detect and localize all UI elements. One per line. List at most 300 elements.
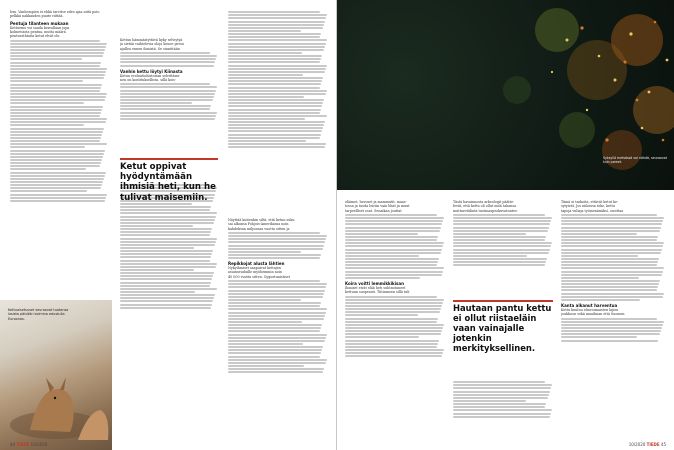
- text-line: [120, 234, 210, 236]
- text-line: [561, 289, 657, 291]
- text-line: [561, 233, 637, 235]
- text-line: [345, 299, 444, 301]
- text-line: [345, 249, 442, 251]
- text-line: [228, 257, 320, 259]
- text-line: [561, 336, 637, 338]
- text-line: [10, 190, 87, 192]
- text-line: [10, 162, 101, 164]
- text-line: [561, 242, 664, 244]
- body-text-block: [453, 214, 553, 266]
- pullquote: Hautaan pantu kettu ei ollut riistaeläin vaan vainajalle jotenkin merkityksellinen.: [453, 303, 552, 353]
- text-line: [345, 346, 437, 348]
- text-line: [453, 403, 546, 405]
- text-line: [228, 17, 326, 19]
- subheading: Kanta alkanut harventua: [561, 302, 618, 308]
- text-line: [228, 241, 325, 243]
- text-line: [10, 43, 107, 45]
- text-line: [561, 239, 657, 241]
- text-line: [228, 71, 325, 73]
- text-line: [228, 346, 323, 348]
- magazine-brand: TIEDE: [646, 442, 660, 447]
- right-page: [337, 0, 674, 450]
- text-line: [10, 143, 107, 145]
- text-line: [453, 230, 548, 232]
- text-line: [120, 297, 214, 299]
- text-line: [345, 236, 438, 238]
- text-line: [561, 236, 658, 238]
- text-line: [10, 87, 101, 89]
- text-line: [10, 134, 102, 136]
- text-line: [453, 239, 545, 241]
- text-line: [228, 68, 326, 70]
- text-line: [345, 239, 437, 241]
- text-line: [453, 416, 550, 418]
- text-line: [10, 200, 105, 202]
- body-line: kettuun suopeasti. Tiitinmeen sillä tuli: [345, 290, 410, 295]
- text-line: [228, 356, 320, 358]
- text-line: [120, 304, 212, 306]
- text-line: [120, 291, 195, 293]
- right-column-2: [453, 200, 553, 290]
- text-line: [228, 232, 320, 234]
- text-line: [10, 175, 105, 177]
- text-line: [345, 327, 443, 329]
- text-line: [453, 245, 551, 247]
- text-line: [120, 263, 217, 265]
- body-line: Ihmiset eivät elää heti suhtautuneet: [345, 285, 406, 290]
- text-line: [345, 349, 444, 351]
- text-line: [120, 244, 215, 246]
- text-line: [453, 384, 552, 386]
- text-line: [10, 178, 104, 180]
- text-line: [10, 40, 100, 42]
- text-line: [345, 274, 442, 276]
- pullquote: Ketut oppivat hyödyntämään ihmisiä heti, kun he tulivat maisemiin.: [120, 162, 216, 203]
- text-line: [120, 52, 210, 54]
- text-line: [10, 181, 103, 183]
- text-line: [120, 278, 212, 280]
- text-line: [453, 227, 549, 229]
- text-line: [453, 409, 552, 411]
- text-line: [453, 249, 550, 251]
- text-line: [228, 368, 324, 370]
- text-line: [345, 352, 443, 354]
- text-line: [228, 11, 320, 13]
- text-line: [120, 105, 211, 107]
- text-line: [228, 343, 303, 345]
- text-line: [561, 286, 658, 288]
- text-line: [120, 238, 217, 240]
- right-column-1: [345, 200, 445, 440]
- text-line: [120, 58, 216, 60]
- text-line: [120, 209, 210, 211]
- body-line: tapoja vuliaja työmenämiksi, osoittaa: [561, 208, 624, 213]
- text-line: [561, 274, 662, 276]
- text-line: [453, 387, 551, 389]
- body-line: Näyttää kuitenkin siltä, että ketun suku: [228, 218, 295, 222]
- text-line: [228, 296, 323, 298]
- text-line: [561, 280, 660, 282]
- body-text-block: [228, 11, 328, 148]
- text-line: [453, 261, 546, 263]
- text-line: [10, 187, 101, 189]
- text-line: [345, 261, 438, 263]
- text-line: [228, 299, 301, 301]
- body-text-block: [453, 381, 553, 418]
- text-line: [120, 269, 194, 271]
- text-line: [345, 245, 443, 247]
- text-line: [345, 296, 437, 298]
- text-line: [453, 223, 550, 225]
- text-line: [10, 150, 105, 152]
- text-line: [120, 222, 214, 224]
- text-line: [228, 293, 324, 295]
- text-line: [120, 99, 213, 101]
- text-line: [228, 254, 321, 256]
- text-line: [120, 93, 215, 95]
- text-line: [228, 140, 306, 142]
- text-line: [228, 52, 302, 54]
- text-line: [453, 397, 548, 399]
- text-line: [120, 206, 211, 208]
- text-line: [561, 330, 661, 332]
- body-line: Ketun evoluutiohistorian selvittämi-: [120, 73, 180, 78]
- left-footer: [10, 442, 47, 447]
- text-line: [10, 197, 106, 199]
- subheading: Koira voitti lemmikkikisan: [345, 280, 404, 286]
- text-line: [10, 62, 101, 64]
- body-line: kahdeksan miljoonaa vuotta sitten ja: [228, 226, 290, 231]
- text-line: [228, 46, 325, 48]
- text-line: [120, 288, 217, 290]
- text-line: [10, 109, 102, 111]
- text-line: [228, 308, 327, 310]
- text-line: [345, 321, 437, 323]
- text-line: [561, 230, 660, 232]
- text-line: [10, 115, 100, 117]
- photo-caption: Kettuaisetsuset seuraavat tuotensa lasista päivään kolmina edustulla Euroonas.: [8, 308, 69, 321]
- text-line: [120, 260, 210, 262]
- body-line: 40 000 vuotta sitten. Opportunistiset: [228, 274, 290, 279]
- text-line: [120, 83, 210, 85]
- text-line: [345, 227, 441, 229]
- text-line: [228, 115, 327, 117]
- text-line: [561, 277, 639, 279]
- text-line: [120, 118, 215, 120]
- text-line: [561, 255, 638, 257]
- magazine-brand: TIEDE: [16, 442, 30, 447]
- text-line: [228, 235, 327, 237]
- text-line: [561, 227, 661, 229]
- text-line: [228, 36, 320, 38]
- text-line: [120, 256, 211, 258]
- text-line: [345, 242, 444, 244]
- body-line: Nykyihmiset saapuivat kettujen: [228, 266, 281, 271]
- text-line: [228, 318, 324, 320]
- text-line: [228, 74, 303, 76]
- text-line: [561, 258, 659, 260]
- text-line: [345, 308, 441, 310]
- text-line: [561, 299, 640, 301]
- text-line: [345, 277, 420, 279]
- body-line: tarpeelliset osat. Senaikan jouttat: [345, 208, 402, 213]
- issue-number: 10/2020: [628, 442, 646, 447]
- text-line: [228, 87, 320, 89]
- body-line: eläimet, hevoset ja mammutit, maas-: [345, 200, 407, 204]
- text-line: [10, 52, 104, 54]
- text-line: [10, 184, 102, 186]
- text-line: [228, 330, 320, 332]
- text-line: [345, 340, 439, 342]
- text-line: [228, 30, 301, 32]
- text-line: [10, 156, 103, 158]
- text-line: [10, 46, 106, 48]
- text-line: [228, 90, 327, 92]
- text-line: [120, 272, 214, 274]
- text-line: [120, 90, 216, 92]
- text-line: [10, 112, 101, 114]
- text-line: [228, 14, 327, 16]
- text-line: [120, 285, 210, 287]
- text-line: [561, 340, 658, 342]
- body-line: Kettun hämmästyttävä kyky selviytyä: [120, 38, 183, 42]
- text-line: [120, 96, 214, 98]
- text-line: [228, 130, 322, 132]
- text-line: [228, 302, 321, 304]
- right-column-2-bottom: [453, 380, 553, 440]
- text-line: [228, 112, 320, 114]
- text-line: [561, 318, 657, 320]
- text-line: [120, 231, 211, 233]
- text-line: [10, 68, 107, 70]
- text-line: [228, 33, 321, 35]
- left-column-3: [228, 218, 328, 438]
- text-line: [120, 250, 213, 252]
- body-line: Tästä havainnosta arkeologit päätte-: [453, 200, 515, 204]
- text-line: [228, 143, 326, 145]
- text-line: [345, 233, 418, 235]
- text-line: [453, 391, 550, 393]
- text-line: [228, 83, 321, 85]
- body-line: nen on kontituksellista, sillä kois-: [120, 77, 176, 82]
- text-line: [10, 55, 103, 57]
- text-line: [10, 77, 104, 79]
- body-text-block: [228, 280, 328, 373]
- text-line: [120, 86, 217, 88]
- text-line: [10, 90, 100, 92]
- text-line: [345, 264, 437, 266]
- body-line: Tämä ei tarkoita, ettävät ketut ke-: [561, 200, 619, 204]
- body-text-block: [120, 83, 218, 120]
- text-line: [345, 258, 439, 260]
- left-column-2: [120, 38, 218, 438]
- text-line: [561, 271, 663, 273]
- text-line: [561, 267, 664, 269]
- text-line: [345, 220, 443, 222]
- text-line: [228, 146, 325, 148]
- text-line: [561, 333, 660, 335]
- text-line: [228, 80, 322, 82]
- text-line: [120, 294, 215, 296]
- text-line: [228, 39, 327, 41]
- body-text-block: [228, 232, 328, 259]
- text-line: [453, 413, 551, 415]
- text-line: [10, 131, 103, 133]
- text-line: [10, 71, 106, 73]
- body-text-block: [345, 296, 445, 358]
- text-line: [120, 61, 215, 63]
- page-number: 44: [10, 442, 16, 447]
- text-line: [345, 311, 440, 313]
- subheading: Vanhin kettu löytyi Kiinasta: [120, 68, 183, 74]
- fox-illustration: [0, 300, 112, 450]
- right-footer: [629, 442, 666, 447]
- text-line: [228, 137, 320, 139]
- body-line: pentuesthtaita ketut elvät ole.: [10, 34, 61, 39]
- text-line: [561, 249, 662, 251]
- text-line: [228, 105, 322, 107]
- body-line: kolmetoista pentua, mutta määrä: [10, 29, 66, 34]
- text-line: [120, 65, 214, 67]
- text-line: [561, 296, 663, 298]
- body-line: joukkoon sekä maailman että Suomen: [561, 312, 625, 317]
- text-line: [10, 165, 100, 167]
- body-line: Kettu kuuluu elinvoimaisten lajien: [561, 307, 619, 312]
- text-line: [561, 252, 661, 254]
- text-line: [561, 283, 659, 285]
- text-line: [228, 99, 324, 101]
- text-line: [345, 223, 442, 225]
- forest-photo: [337, 0, 674, 190]
- text-line: [228, 315, 325, 317]
- text-line: [120, 275, 213, 277]
- body-text-block: [345, 214, 445, 279]
- text-line: [345, 230, 440, 232]
- text-line: [10, 146, 85, 148]
- text-line: [228, 283, 327, 285]
- text-line: [10, 65, 100, 67]
- text-line: [345, 217, 444, 219]
- text-line: [10, 168, 86, 170]
- pullquote-rule: [453, 300, 553, 302]
- text-line: [120, 203, 192, 205]
- subheading: Pentuja tilanteen mukaan: [10, 20, 69, 26]
- text-line: [228, 24, 324, 26]
- text-line: [228, 27, 323, 29]
- text-line: [228, 248, 323, 250]
- text-line: [453, 264, 545, 266]
- text-line: [228, 118, 305, 120]
- text-line: [120, 219, 215, 221]
- text-line: [228, 334, 327, 336]
- text-line: [120, 228, 212, 230]
- text-line: [120, 55, 217, 57]
- text-line: [10, 121, 106, 123]
- text-line: [228, 21, 325, 23]
- text-line: [10, 128, 104, 130]
- text-line: [228, 312, 326, 314]
- text-line: [453, 252, 549, 254]
- left-column-3-top: [228, 10, 328, 210]
- text-line: [561, 324, 663, 326]
- text-line: [228, 238, 326, 240]
- text-line: [10, 124, 84, 126]
- text-line: [561, 214, 657, 216]
- body-text-block: [561, 318, 665, 342]
- pullquote-rule: [120, 158, 218, 160]
- text-line: [561, 264, 657, 266]
- text-line: [453, 394, 549, 396]
- text-line: [120, 102, 192, 104]
- text-line: [10, 49, 105, 51]
- text-line: [345, 255, 419, 257]
- text-line: [228, 127, 323, 129]
- text-line: [228, 251, 301, 253]
- text-line: [120, 282, 211, 284]
- text-line: [120, 115, 216, 117]
- text-line: [228, 349, 322, 351]
- text-line: [228, 96, 304, 98]
- body-text-block: [120, 184, 218, 308]
- body-text-block: [10, 40, 108, 202]
- text-line: [10, 99, 105, 101]
- subheading: Repikkojat alusta lähtien: [228, 261, 285, 267]
- text-line: [228, 362, 326, 364]
- text-line: [10, 96, 106, 98]
- left-column-1: [10, 10, 108, 300]
- text-line: [10, 80, 83, 82]
- text-line: [10, 153, 104, 155]
- text-line: [120, 307, 211, 309]
- text-line: [345, 271, 443, 273]
- text-line: [10, 118, 107, 120]
- text-line: [561, 327, 662, 329]
- text-line: [453, 236, 546, 238]
- text-line: [561, 217, 664, 219]
- text-line: [120, 300, 213, 302]
- text-line: [10, 58, 82, 60]
- text-line: [228, 49, 324, 51]
- text-line: [228, 337, 326, 339]
- text-line: [228, 245, 324, 247]
- issue-number: 10/2020: [30, 442, 48, 447]
- text-line: [345, 305, 442, 307]
- text-line: [228, 93, 326, 95]
- text-line: [10, 140, 100, 142]
- text-line: [453, 217, 552, 219]
- text-line: [228, 134, 321, 136]
- text-line: [228, 102, 323, 104]
- text-line: [345, 330, 442, 332]
- text-line: [120, 253, 212, 255]
- text-line: [10, 172, 106, 174]
- body-text-block: [120, 52, 218, 67]
- text-line: [228, 365, 304, 367]
- page-number: 45: [660, 442, 666, 447]
- text-line: [453, 220, 551, 222]
- text-line: [10, 102, 84, 104]
- body-text-block: [561, 214, 665, 301]
- body-line: sai alkunsa Pohjois-Amerikassa noin: [228, 222, 289, 227]
- text-line: [228, 61, 320, 63]
- text-line: [561, 321, 664, 323]
- text-line: [228, 324, 322, 326]
- text-line: [453, 381, 545, 383]
- text-line: [228, 290, 325, 292]
- text-line: [345, 252, 441, 254]
- text-line: [228, 55, 322, 57]
- body-line: sytyivät. Jos niiloissa toke, kettu: [561, 204, 615, 209]
